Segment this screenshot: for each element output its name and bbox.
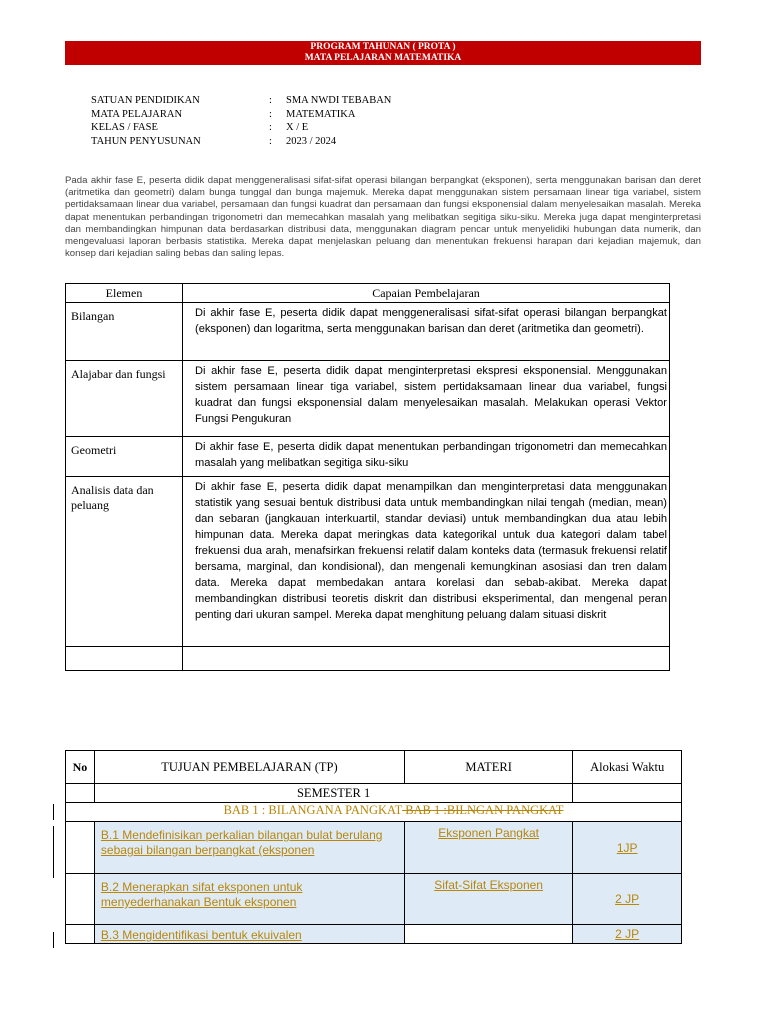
info-label: TAHUN PENYUSUNAN (91, 135, 201, 147)
info-label: KELAS / FASE (91, 122, 158, 133)
bab-row (66, 803, 682, 822)
empty-cell (573, 784, 682, 803)
elemen-cell: Analisis data dan peluang (66, 477, 183, 647)
bab-title-inserted: BAB 1 : BILANGANA PANGKAT (223, 803, 403, 817)
tp-cell: B.3 Mengidentifikasi bentuk ekuivalen (94, 925, 404, 944)
table-row (66, 437, 670, 477)
header-alokasi: Alokasi Waktu (573, 751, 682, 784)
change-bar (53, 932, 54, 948)
header-capaian: Capaian Pembelajaran (183, 284, 670, 303)
identity-block (91, 94, 391, 148)
info-colon: : (269, 95, 272, 106)
capaian-table (65, 283, 670, 671)
alokasi-cell: 1JP (573, 822, 682, 874)
info-colon: : (269, 135, 272, 147)
no-cell (66, 925, 95, 944)
capaian-cell: Di akhir fase E, peserta didik dapat menentukan perbandingan trigonometri dan memecahkan masalah yang melibatkan segitiga siku-siku (183, 437, 670, 477)
empty-row (66, 647, 670, 671)
info-label: MATA PELAJARAN (91, 108, 183, 120)
bab-title-deleted: BAB 1 :BILNGAN PANGKAT (402, 803, 564, 817)
alokasi-cell: 2 JP (573, 874, 682, 925)
info-row (91, 94, 391, 108)
table-row (66, 303, 670, 361)
info-colon: : (269, 122, 272, 133)
title-line-2: MATA PELAJARAN MATEMATIKA (304, 53, 462, 63)
header-materi: MATERI (404, 751, 572, 784)
materi-cell (404, 925, 572, 944)
empty-cell (66, 647, 183, 671)
capaian-cell: Di akhir fase E, peserta didik dapat menampilkan dan menginterpretasi data menggunakan statistik yang sesuai bentuk distribusi data untuk membandingkan nilai tengah (median, mean) dan sebaran (jangkauan interkuartil, standar deviasi) untuk membandingkan dua atau lebih himpunan data. Mereka dapat meringkas data kategorikal untuk dua kategori dalam tabel frekuensi dua arah, menafsirkan frekuensi relatif dalam konteks data (termasuk frekuensi relatif bersama, marginal, dan kondisional), dan mengenali kemungkinan asosiasi dan tren dalam data. Mereka dapat membedakan antara korelasi dan sebab-akibat. Mereka dapat membandingkan distribusi teoretis diskrit dan distribusi eksperimental, dan mengenal peran penting dari ukuran sampel. Mereka dapat menghitung peluang dalam situasi diskrit (183, 477, 670, 647)
header-tp: TUJUAN PEMBELAJARAN (TP) (94, 751, 404, 784)
change-bar (53, 826, 54, 878)
materi-cell: Eksponen Pangkat (404, 822, 572, 874)
capaian-cell: Di akhir fase E, peserta didik dapat menggeneralisasi sifat-sifat operasi bilangan berpangkat (eksponen) dan logaritma, serta menggunakan barisan dan deret (aritmetika dan geometri). (183, 303, 670, 361)
info-value: 2023 / 2024 (286, 135, 337, 147)
elemen-cell: Alajabar dan fungsi (66, 361, 183, 437)
table-row (66, 477, 670, 647)
alokasi-cell: 2 JP (573, 925, 682, 944)
info-colon: : (269, 108, 272, 120)
capaian-header-row (66, 284, 670, 303)
no-cell (66, 822, 95, 874)
tujuan-pembelajaran-table (65, 750, 682, 944)
no-cell (66, 874, 95, 925)
change-bar (53, 804, 54, 820)
semester-label: SEMESTER 1 (94, 784, 572, 803)
info-row (91, 108, 391, 122)
info-label: SATUAN PENDIDIKAN (91, 95, 200, 106)
table-row (66, 822, 682, 874)
empty-cell (183, 647, 670, 671)
intro-paragraph: Pada akhir fase E, peserta didik dapat menggeneralisasi sifat-sifat operasi bilangan berpangkat (eksponen), serta menggunakan barisan dan deret (aritmetika dan geometri) dalam bunga tunggal dan bunga majemuk. Mereka dapat menggunakan sistem persamaan linear tiga variabel, sistem pertidaksamaan linear dua variabel, persamaan dan fungsi kuadrat dan persamaan dan fungsi eksponensial dalam menyelesaikan masalah. Mereka dapat menentukan perbandingan trigonometri dan memecahkan masalah yang melibatkan segitiga siku-siku. Mereka juga dapat menginterpretasi dan membandingkan himpunan data berdasarkan distribusi data, menggunakan diagram pencar untuk menyelidiki hubungan data numerik, dan mengevaluasi laporan berbasis statistika. Mereka dapat menjelaskan peluang dan menentukan frekuensi harapan dari kejadian majemuk, dan konsep dari kejadian saling bebas dan saling lepas. (65, 175, 701, 260)
empty-cell (66, 784, 95, 803)
table-row (66, 925, 682, 944)
title-line-1: PROGRAM TAHUNAN ( PROTA ) (310, 42, 456, 52)
elemen-cell: Bilangan (66, 303, 183, 361)
header-no: No (66, 751, 95, 784)
tp-cell: B.1 Mendefinisikan perkalian bilangan bulat berulang sebagai bilangan berpangkat (eksponen (94, 822, 404, 874)
info-row (91, 135, 391, 149)
tp-header-row (66, 751, 682, 784)
materi-cell: Sifat-Sifat Eksponen (404, 874, 572, 925)
info-row (91, 121, 391, 135)
table-row (66, 874, 682, 925)
capaian-cell: Di akhir fase E, peserta didik dapat menginterpretasi ekspresi eksponensial. Menggunakan sistem persamaan linear tiga variabel, sistem pertidaksamaan linear dua variabel, fungsi kuadrat dan fungsi eksponensial dalam menyelesaikan masalah. Melakukan operasi Vektor Fungsi Pengukuran (183, 361, 670, 437)
elemen-cell: Geometri (66, 437, 183, 477)
semester-row (66, 784, 682, 803)
bab-title (66, 803, 682, 822)
table-row (66, 361, 670, 437)
info-value: MATEMATIKA (286, 108, 356, 120)
info-value: SMA NWDI TEBABAN (286, 95, 392, 106)
info-value: X / E (286, 122, 309, 133)
tp-cell: B.2 Menerapkan sifat eksponen untuk menyederhanakan Bentuk eksponen (94, 874, 404, 925)
title-banner (65, 41, 701, 65)
header-elemen: Elemen (66, 284, 183, 303)
